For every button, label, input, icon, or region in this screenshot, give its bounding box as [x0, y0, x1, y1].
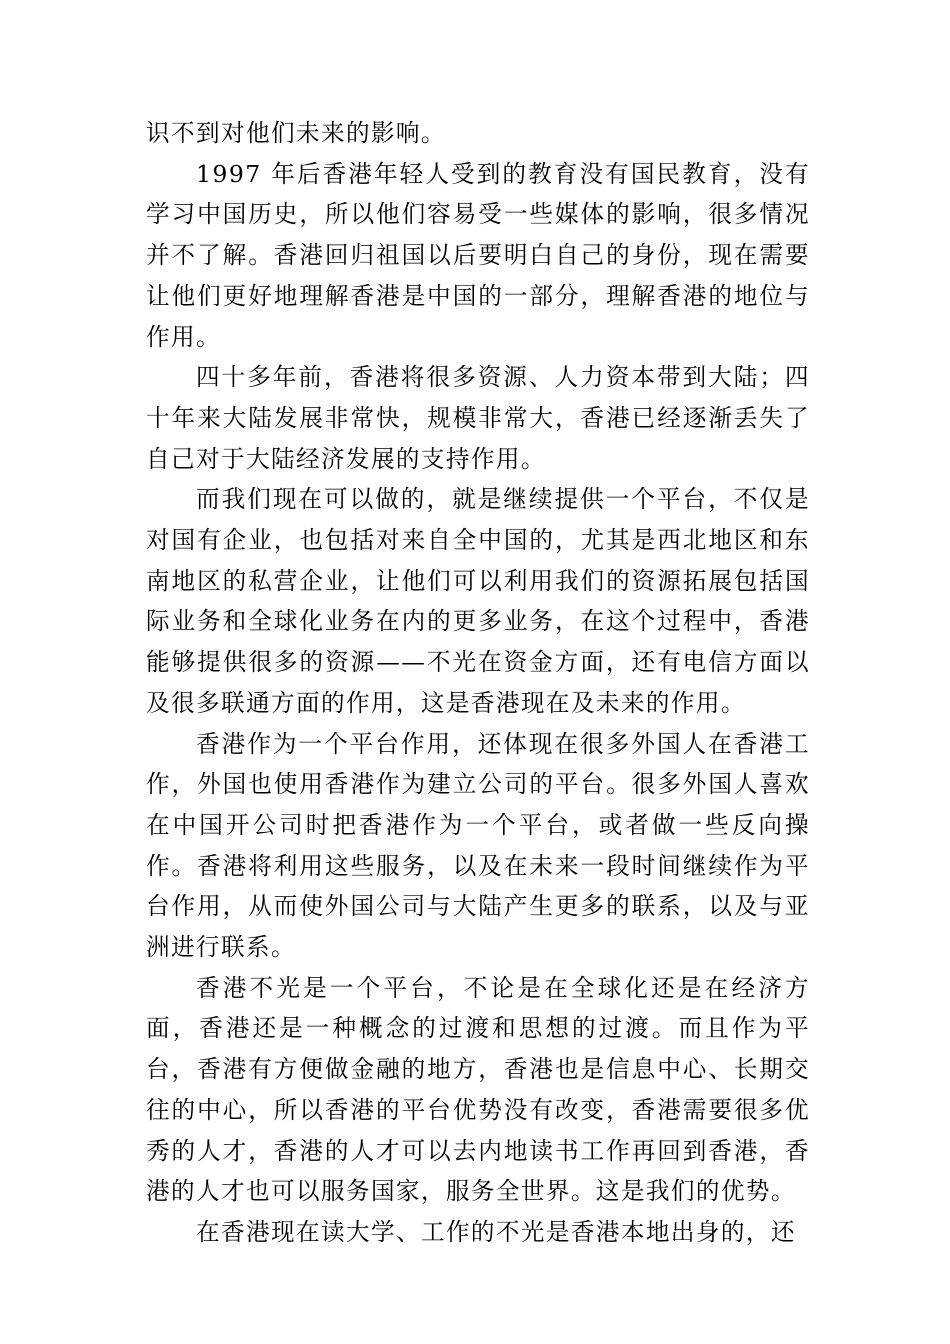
- paragraph-continuation: 识不到对他们未来的影响。: [146, 119, 446, 147]
- paragraph-forty-years: 四十多年前，香港将很多资源、人力资本带到大陆；四十年来大陆发展非常快，规模非常大，香港已经逐渐丢失了自己对于大陆经济发展的支持作用。: [146, 363, 810, 473]
- paragraph-national-education: 1997 年后香港年轻人受到的教育没有国民教育，没有学习中国历史，所以他们容易受一些媒体的影响，很多情况并不了解。香港回归祖国以后要明白自己的身份，现在需要让他们更好地理解香港是中国的一部分，理解香港的地位与作用。: [146, 159, 810, 351]
- body-text: [146, 113, 810, 1253]
- paragraph-platform-enterprises: 而我们现在可以做的，就是继续提供一个平台，不仅是对国有企业，也包括对来自全中国的，尤其是西北地区和东南地区的私营企业，让他们可以利用我们的资源拓展包括国际业务和全球化业务在内的更多业务，在这个过程中，香港能够提供很多的资源——不光在资金方面，还有电信方面以及很多联通方面的作用，这是香港现在及未来的作用。: [146, 485, 810, 717]
- paragraph-advantages: 香港不光是一个平台，不论是在全球化还是在经济方面，香港还是一种概念的过渡和思想的过渡。而且作为平台，香港有方便做金融的地方，香港也是信息中心、长期交往的中心，所以香港的平台优势没有改变，香港需要很多优秀的人才，香港的人才可以去内地读书工作再回到香港，香港的人才也可以服务国家，服务全世界。这是我们的优势。: [146, 973, 810, 1206]
- paragraph-foreign-platform: 香港作为一个平台作用，还体现在很多外国人在香港工作，外国也使用香港作为建立公司的平台。很多外国人喜欢在中国开公司时把香港作为一个平台，或者做一些反向操作。香港将利用这些服务，以及在未来一段时间继续作为平台作用，从而使外国公司与大陆产生更多的联系，以及与亚洲进行联系。: [146, 729, 810, 962]
- paragraph-students-work: 在香港现在读大学、工作的不光是香港本地出身的，还: [196, 1217, 796, 1246]
